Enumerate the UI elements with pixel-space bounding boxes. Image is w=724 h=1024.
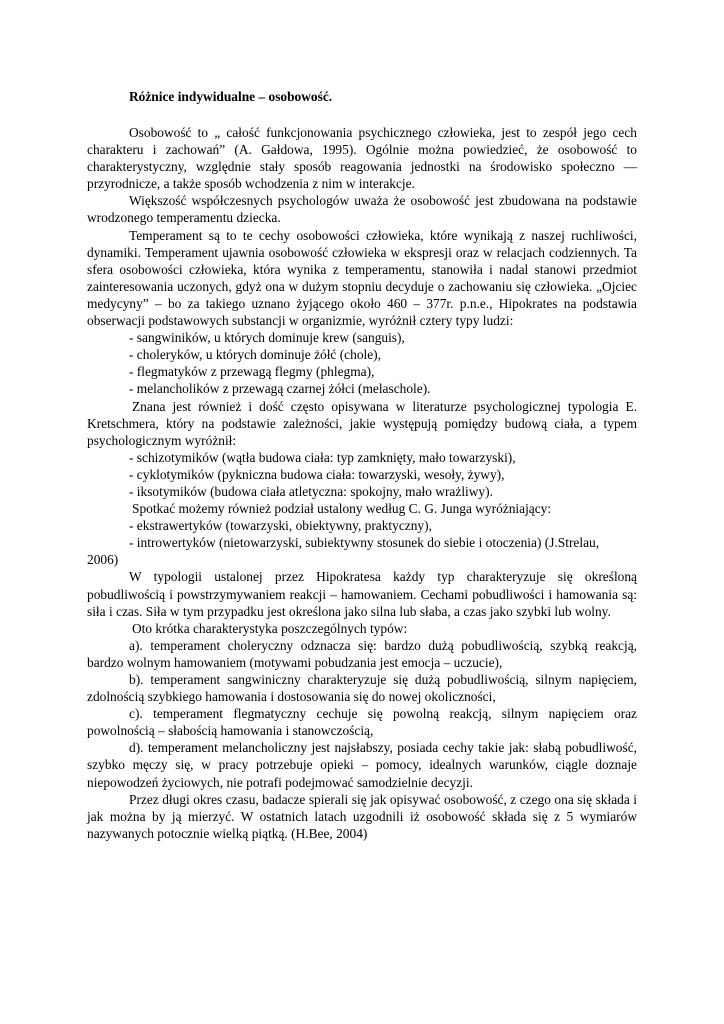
paragraph-melancholic: d). temperament melancholiczny jest najsłabszy, posiada cechy takie jak: słabą pobudliwość, szybko męczy się, w pracy potrzebuje opieki – pomocy, idealnych warunków, ciągle doznaje niepowodzeń życiowych, nie potrafi podejmować samodzielnie decyzji. — [87, 740, 637, 790]
list-item: - iksotymików (budowa ciała atletyczna: spokojny, mało wrażliwy). — [129, 483, 493, 499]
paragraph-hippocrates-typology: W typologii ustalonej przez Hipokratesa każdy typ charakteryzuje się określoną pobudliwością i powstrzymywaniem reakcji – hamowaniem. Cechami pobudliwości i hamowania są: siła i czas. Siła w tym przypadku jest określona jako silna lub słaba, a czas jako szybki lub wolny. — [87, 569, 637, 619]
document-title: Różnice indywidualne – osobowość. — [129, 89, 333, 104]
paragraph-choleric: a). temperament choleryczny odznacza się: bardzo dużą pobudliwością, szybką reakcją, bardzo wolnym hamowaniem (motywami pobudzania jest emocja – uczucie), — [87, 637, 637, 670]
list-item-continuation: 2006) — [87, 552, 119, 568]
list-item: - flegmatyków z przewagą flegmy (phlegma), — [129, 364, 375, 380]
jung-types-list — [87, 517, 637, 568]
paragraph-phlegmatic: c). temperament flegmatyczny cechuje się powolną reakcją, silnym napięciem oraz powolnością – słabością hamowania i stanowczością, — [87, 706, 637, 739]
list-item: - melancholików z przewagą czarnej żółci (melaschole). — [129, 381, 431, 397]
paragraph-jung: Spotkać możemy również podział ustalony według C. G. Junga wyróżniający: — [132, 501, 552, 517]
paragraph-big-five: Przez długi okres czasu, badacze spierali się jak opisywać osobowość, z czego ona się składa i jak można by ją mierzyć. W ostatnich latach uzgodnili iż osobowość składa się z 5 wymiarów nazywanych potocznie wielką piątką. (H.Bee, 2004) — [87, 791, 637, 841]
list-item: - ekstrawertyków (towarzyski, obiektywny, praktyczny), — [129, 518, 432, 534]
list-item: - introwertyków (nietowarzyski, subiektywny stosunek do siebie i otoczenia) (J.Strelau, — [129, 535, 600, 551]
hippocrates-types-list — [87, 329, 637, 397]
list-item: - cyklotymików (pykniczna budowa ciała: towarzyski, wesoły, żywy), — [129, 466, 505, 482]
list-item: - sangwiników, u których dominuje krew (sanguis), — [129, 330, 405, 346]
document-body — [87, 124, 637, 842]
list-item: - choleryków, u których dominuje żółć (chole), — [129, 347, 381, 363]
kretschmer-types-list — [87, 449, 637, 500]
paragraph-sanguine: b). temperament sangwiniczny charakteryzuje się dużą pobudliwością, silnym napięciem, zdolnością szybkiego hamowania i dostosowania się do nowej okoliczności, — [87, 672, 637, 705]
paragraph-types-intro: Oto krótka charakterystyka poszczególnych typów: — [132, 620, 408, 636]
paragraph-temperament-basis: Większość współczesnych psychologów uważa że osobowość jest zbudowana na podstawie wrodzonego temperamentu dziecka. — [87, 193, 637, 226]
paragraph-kretschmer: Znana jest również i dość często opisywana w literaturze psychologicznej typologia E. Kretschmera, który na podstawie zależności, jakie występują pomiędzy budową ciała, a typem psychologicznym wyróżnił: — [87, 398, 637, 448]
list-item: - schizotymików (wątła budowa ciała: typ zamknięty, mało towarzyski), — [129, 449, 516, 465]
paragraph-temperament-definition: Temperament są to te cechy osobowości człowieka, które wynikają z naszej ruchliwości, dynamiki. Temperament ujawnia osobowość człowieka w ekspresji oraz w relacjach codziennych. Ta sfera osobowości człowieka, która wynika z temperamentu, stanowiła i nadal stanowi przedmiot zainteresowania uczonych, gdyż ona w dużym stopniu decyduje o zachowaniu się człowieka. „Ojciec medycyny” – bo za takiego uznano żyjącego około 460 – 377r. p.n.e., Hipokrates na podstawia obserwacji podstawowych substancji w organizmie, wyróżnił cztery typy ludzi: — [87, 227, 637, 329]
paragraph-personality-definition: Osobowość to „ całość funkcjonowania psychicznego człowieka, jest to zespół jego cech charakteru i zachowań” (A. Gałdowa, 1995). Ogólnie można powiedzieć, że osobowość to charakterystyczny, względnie stały sposób reagowania jednostki na środowisko społeczno — przyrodnicze, a także sposób wchodzenia z nim w interakcje. — [87, 125, 637, 192]
